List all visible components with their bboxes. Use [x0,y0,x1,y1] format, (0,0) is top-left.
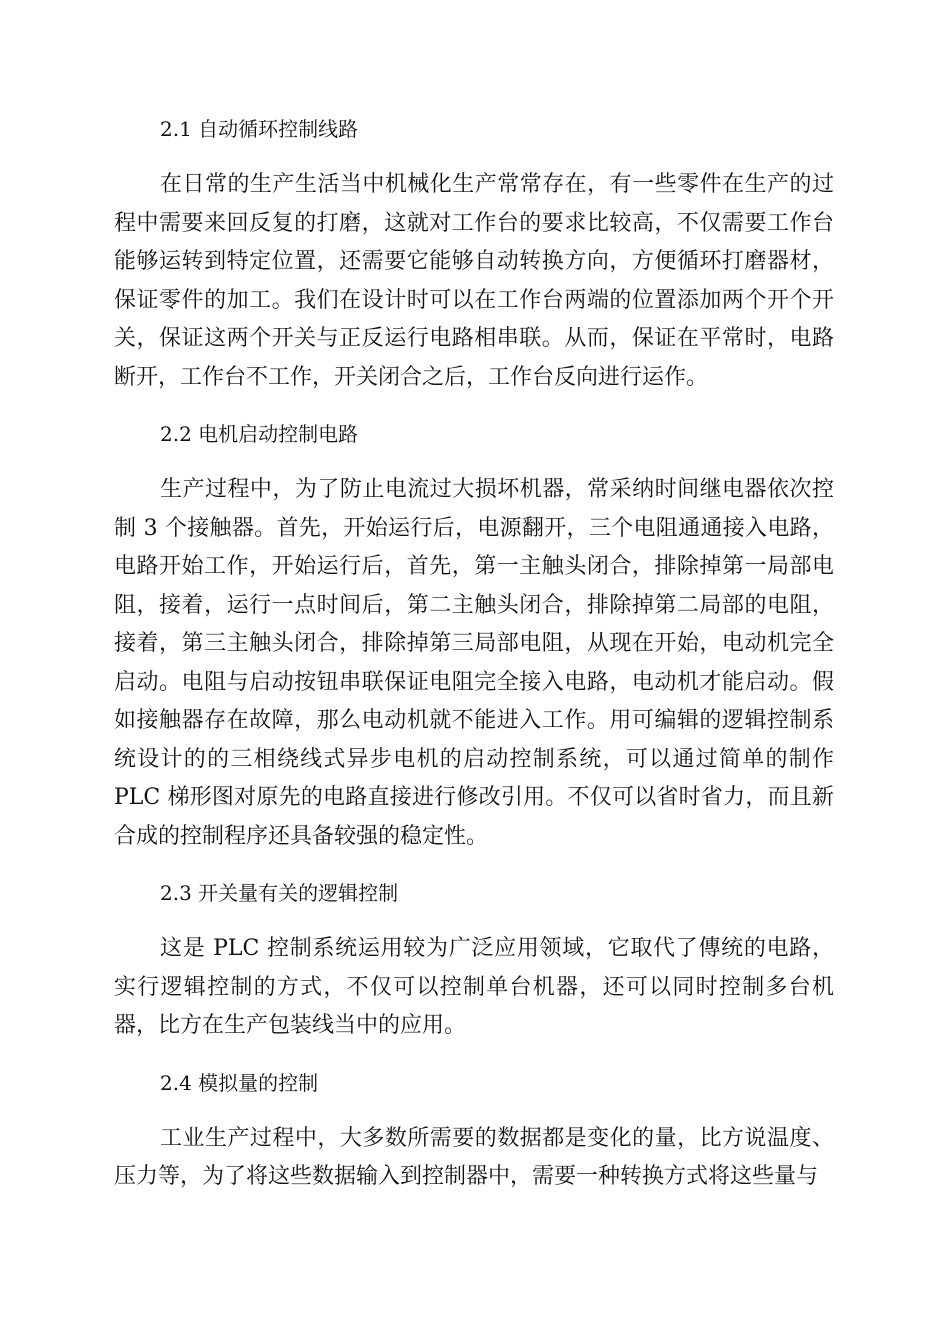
section-paragraph: 这是 PLC 控制系统运用较为广泛应用领域，它取代了傳统的电路，实行逻辑控制的方式，不仅可以控制单台机器，还可以同时控制多台机器，比方在生产包装线当中的应用。 [114,936,834,1038]
section-heading: 2.2 电机启动控制电路 [160,422,359,446]
document-body [114,110,834,1197]
section-paragraph: 生产过程中，为了防止电流过大损坏机器，常采纳时间继电器依次控制 3 个接触器。首先，开始运行后，电源翻开，三个电阻通通接入电路，电路开始工作，开始运行后，首先，第一主触头闭合，排除掉第一局部电阻，接着，运行一点时间后，第二主触头闭合，排除掉第二局部的电阻，接着，第三主触头闭合，排除掉第三局部电阻，从现在开始，电动机完全启动。电阻与启动按钮串联保证电阻完全接入电路，电动机才能启动。假如接触器存在故障，那么电动机就不能进入工作。用可编辑的逻辑控制系统设计的的三相绕线式异步电机的启动控制系统，可以通过简单的制作 PLC 梯形图对原先的电路直接进行修改引用。不仅可以省时省力，而且新合成的控制程序还具备较强的稳定性。 [114,477,834,849]
section-heading: 2.1 自动循环控制线路 [160,117,359,141]
section-paragraph: 在日常的生产生活当中机械化生产常常存在，有一些零件在生产的过程中需要来回反复的打磨，这就对工作台的要求比较高，不仅需要工作台能够运转到特定位置，还需要它能够自动转换方向，方便循环打磨器材，保证零件的加工。我们在设计时可以在工作台两端的位置添加两个开个开关，保证这两个开关与正反运行电路相串联。从而，保证在平常时，电路断开，工作台不工作，开关闭合之后，工作台反向进行运作。 [114,172,834,390]
section-heading: 2.3 开关量有关的逻辑控制 [160,881,399,905]
section-heading: 2.4 模拟量的控制 [160,1070,319,1095]
section-paragraph: 工业生产过程中，大多数所需要的数据都是变化的量，比方说温度、压力等，为了将这些数据输入到控制器中，需要一种转换方式将这些量与 [114,1125,834,1189]
